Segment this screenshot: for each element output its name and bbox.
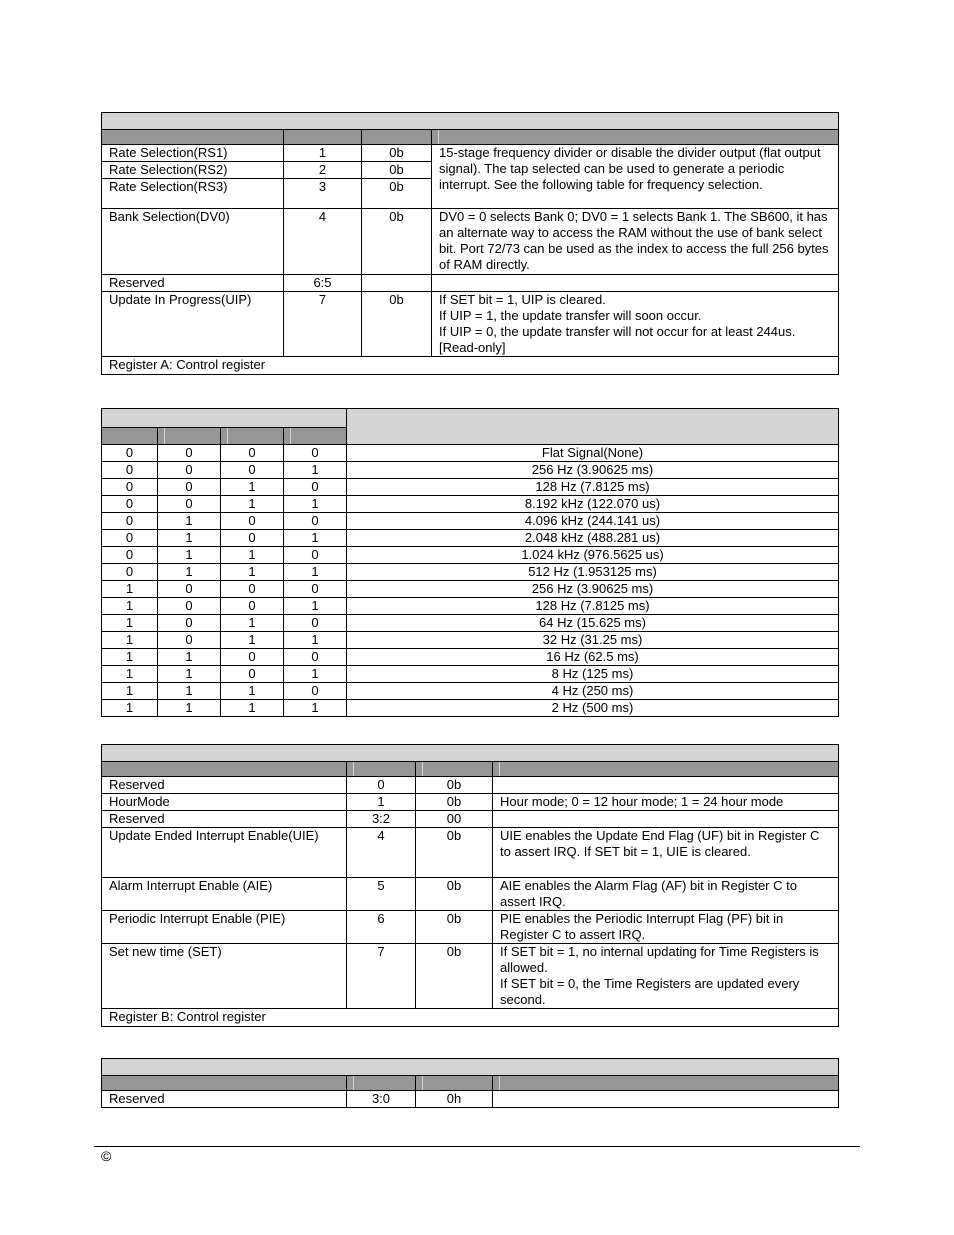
rate-bit-value: 0 — [102, 496, 158, 513]
field-description: If SET bit = 1, UIP is cleared. If UIP = 1, the update transfer will soon occur. If UIP = 0, the update transfer will not occur for at least 244us. [Read-only] — [432, 292, 839, 357]
default-value: 0b — [416, 794, 493, 811]
rate-bit-value: 0 — [221, 530, 284, 547]
footer-rule — [94, 1146, 860, 1147]
rate-bit-value: 0 — [221, 598, 284, 615]
field-description — [493, 811, 839, 828]
bit-range: 1 — [284, 145, 362, 162]
rate-value: 2.048 kHz (488.281 us) — [347, 530, 839, 547]
rate-bit-value: 1 — [158, 649, 221, 666]
rate-value: 128 Hz (7.8125 ms) — [347, 598, 839, 615]
bit-range: 0 — [347, 777, 416, 794]
field-name: HourMode — [102, 794, 347, 811]
field-name: Reserved — [102, 811, 347, 828]
rate-bit-value: 1 — [102, 615, 158, 632]
rate-value: 8 Hz (125 ms) — [347, 666, 839, 683]
rate-column-header — [347, 409, 839, 445]
rate-bit-value: 0 — [284, 445, 347, 462]
header-cell — [102, 130, 284, 145]
field-description: If SET bit = 1, no internal updating for Time Registers is allowed. If SET bit = 0, the Time Registers are updated every second. — [493, 944, 839, 1009]
rate-row — [102, 513, 839, 530]
field-description: DV0 = 0 selects Bank 0; DV0 = 1 selects Bank 1. The SB600, it has an alternate way to access the RAM without the use of bank select bit. Port 72/73 can be used as the index to access the full 256 bytes of RAM directly. — [432, 209, 839, 275]
rate-bit-value: 0 — [102, 547, 158, 564]
default-value: 0b — [362, 162, 432, 179]
rate-bit-value: 0 — [102, 513, 158, 530]
rate-bit-value: 0 — [221, 581, 284, 598]
rate-value: 1.024 kHz (976.5625 us) — [347, 547, 839, 564]
register-c-table — [101, 1058, 839, 1108]
rate-row — [102, 564, 839, 581]
field-name: Reserved — [102, 275, 284, 292]
field-name: Rate Selection(RS3) — [102, 179, 284, 209]
field-name: Rate Selection(RS2) — [102, 162, 284, 179]
bit-range: 7 — [347, 944, 416, 1009]
header-cell — [102, 428, 158, 445]
rate-bit-value: 1 — [221, 547, 284, 564]
rate-bit-value: 0 — [221, 513, 284, 530]
rate-bit-value: 0 — [102, 479, 158, 496]
bit-range: 7 — [284, 292, 362, 357]
bit-range: 1 — [347, 794, 416, 811]
rate-bit-value: 1 — [284, 666, 347, 683]
rate-value: 8.192 kHz (122.070 us) — [347, 496, 839, 513]
rate-bit-value: 1 — [158, 683, 221, 700]
default-value: 0b — [362, 209, 432, 275]
register-c-title-band — [102, 1059, 839, 1076]
rate-bit-value: 1 — [221, 496, 284, 513]
rate-bit-value: 0 — [221, 462, 284, 479]
rate-bit-value: 0 — [221, 649, 284, 666]
rate-bit-value: 1 — [284, 496, 347, 513]
rate-bit-value: 1 — [102, 649, 158, 666]
header-cell — [102, 1076, 347, 1091]
rate-row — [102, 598, 839, 615]
rate-value: 4.096 kHz (244.141 us) — [347, 513, 839, 530]
rate-bit-value: 1 — [158, 700, 221, 717]
rate-value: 256 Hz (3.90625 ms) — [347, 581, 839, 598]
table-caption: Register A: Control register — [102, 357, 839, 375]
bit-range: 3:2 — [347, 811, 416, 828]
field-name: Rate Selection(RS1) — [102, 145, 284, 162]
rate-row — [102, 530, 839, 547]
copyright-mark: © — [101, 1148, 112, 1164]
header-cell — [284, 130, 362, 145]
rate-bit-value: 0 — [221, 445, 284, 462]
field-name: Alarm Interrupt Enable (AIE) — [102, 878, 347, 911]
rate-bit-value: 0 — [102, 462, 158, 479]
rate-bit-value: 1 — [102, 581, 158, 598]
rate-bit-value: 0 — [102, 564, 158, 581]
field-name: Reserved — [102, 1091, 347, 1108]
default-value: 0b — [416, 911, 493, 944]
rate-bit-value: 1 — [284, 462, 347, 479]
rate-bit-value: 1 — [102, 666, 158, 683]
header-cell — [362, 130, 432, 145]
rate-selection-table — [101, 408, 839, 717]
header-cell — [347, 1076, 416, 1091]
field-name: Update In Progress(UIP) — [102, 292, 284, 357]
rate-bit-value: 0 — [158, 632, 221, 649]
bit-range: 6 — [347, 911, 416, 944]
rate-bit-value: 0 — [158, 615, 221, 632]
header-cell — [221, 428, 284, 445]
default-value: 0b — [362, 179, 432, 209]
bit-range: 3 — [284, 179, 362, 209]
header-cell — [158, 428, 221, 445]
field-name: Reserved — [102, 777, 347, 794]
header-cell — [347, 762, 416, 777]
field-description — [493, 1091, 839, 1108]
rate-value: 4 Hz (250 ms) — [347, 683, 839, 700]
rate-value: 64 Hz (15.625 ms) — [347, 615, 839, 632]
rate-row — [102, 581, 839, 598]
rate-value: 512 Hz (1.953125 ms) — [347, 564, 839, 581]
rate-bit-value: 1 — [284, 700, 347, 717]
rate-bit-value: 0 — [158, 581, 221, 598]
rate-bit-value: 1 — [158, 530, 221, 547]
register-a-title-band — [102, 113, 839, 130]
default-value: 0b — [416, 777, 493, 794]
rate-value: 2 Hz (500 ms) — [347, 700, 839, 717]
rate-bit-value: 0 — [158, 462, 221, 479]
rate-value: 256 Hz (3.90625 ms) — [347, 462, 839, 479]
rate-bit-value: 1 — [221, 479, 284, 496]
rate-bit-value: 0 — [158, 496, 221, 513]
rate-bit-value: 1 — [102, 598, 158, 615]
field-description: Hour mode; 0 = 12 hour mode; 1 = 24 hour mode — [493, 794, 839, 811]
rate-row — [102, 700, 839, 717]
rate-table-body — [102, 445, 839, 717]
rate-bit-value: 0 — [284, 649, 347, 666]
rate-row — [102, 496, 839, 513]
default-value: 0h — [416, 1091, 493, 1108]
default-value: 0b — [362, 292, 432, 357]
rate-bit-value: 0 — [284, 683, 347, 700]
field-description: PIE enables the Periodic Interrupt Flag (PF) bit in Register C to assert IRQ. — [493, 911, 839, 944]
header-cell — [493, 762, 839, 777]
bit-range: 3:0 — [347, 1091, 416, 1108]
rate-bit-value: 0 — [102, 445, 158, 462]
rate-value: 128 Hz (7.8125 ms) — [347, 479, 839, 496]
field-name: Periodic Interrupt Enable (PIE) — [102, 911, 347, 944]
rate-value: Flat Signal(None) — [347, 445, 839, 462]
rate-row — [102, 666, 839, 683]
rate-bit-value: 0 — [221, 666, 284, 683]
field-description: UIE enables the Update End Flag (UF) bit in Register C to assert IRQ. If SET bit = 1, UIE is cleared. — [493, 828, 839, 878]
table-caption: Register B: Control register — [102, 1009, 839, 1027]
rate-bit-value: 1 — [221, 632, 284, 649]
rate-bit-value: 0 — [158, 479, 221, 496]
rate-bit-value: 1 — [221, 700, 284, 717]
rate-bit-value: 0 — [284, 547, 347, 564]
bit-range: 6:5 — [284, 275, 362, 292]
rate-value: 16 Hz (62.5 ms) — [347, 649, 839, 666]
header-cell — [432, 130, 839, 145]
rate-bit-value: 1 — [284, 598, 347, 615]
rate-bit-value: 0 — [284, 479, 347, 496]
rate-bit-value: 0 — [284, 581, 347, 598]
register-b-title-band — [102, 745, 839, 762]
rate-bit-value: 0 — [284, 513, 347, 530]
register-b-table — [101, 744, 839, 1027]
rate-bit-value: 0 — [284, 615, 347, 632]
rate-row — [102, 479, 839, 496]
rate-bit-value: 0 — [158, 598, 221, 615]
header-cell — [416, 762, 493, 777]
rate-value: 32 Hz (31.25 ms) — [347, 632, 839, 649]
rate-row — [102, 462, 839, 479]
rate-bit-value: 1 — [284, 632, 347, 649]
bit-range: 4 — [284, 209, 362, 275]
rate-bit-value: 1 — [102, 700, 158, 717]
default-value — [362, 275, 432, 292]
rate-bit-value: 1 — [102, 632, 158, 649]
default-value: 00 — [416, 811, 493, 828]
field-description: AIE enables the Alarm Flag (AF) bit in Register C to assert IRQ. — [493, 878, 839, 911]
field-name: Update Ended Interrupt Enable(UIE) — [102, 828, 347, 878]
default-value: 0b — [416, 944, 493, 1009]
header-cell — [416, 1076, 493, 1091]
field-name: Set new time (SET) — [102, 944, 347, 1009]
rate-table-title-band — [102, 409, 347, 428]
rate-bit-value: 1 — [221, 564, 284, 581]
rate-bit-value: 1 — [221, 683, 284, 700]
rate-row — [102, 615, 839, 632]
default-value: 0b — [416, 878, 493, 911]
field-description — [432, 275, 839, 292]
bit-range: 5 — [347, 878, 416, 911]
rate-bit-value: 0 — [102, 530, 158, 547]
rate-row — [102, 445, 839, 462]
bit-range: 2 — [284, 162, 362, 179]
rate-bit-value: 1 — [284, 530, 347, 547]
default-value: 0b — [362, 145, 432, 162]
register-a-table — [101, 112, 839, 375]
rate-bit-value: 1 — [158, 513, 221, 530]
rate-bit-value: 1 — [158, 547, 221, 564]
rate-row — [102, 547, 839, 564]
rate-row — [102, 683, 839, 700]
default-value: 0b — [416, 828, 493, 878]
rate-bit-value: 0 — [158, 445, 221, 462]
bit-range: 4 — [347, 828, 416, 878]
rate-bit-value: 1 — [158, 564, 221, 581]
header-cell — [102, 762, 347, 777]
rate-bit-value: 1 — [158, 666, 221, 683]
rate-bit-value: 1 — [102, 683, 158, 700]
header-cell — [284, 428, 347, 445]
rate-bit-value: 1 — [221, 615, 284, 632]
rate-selection-description: 15-stage frequency divider or disable the divider output (flat output signal). The tap selected can be used to generate a periodic interrupt. See the following table for frequency selection. — [432, 145, 839, 209]
rate-bit-value: 1 — [284, 564, 347, 581]
rate-row — [102, 632, 839, 649]
field-name: Bank Selection(DV0) — [102, 209, 284, 275]
field-description — [493, 777, 839, 794]
rate-row — [102, 649, 839, 666]
header-cell — [493, 1076, 839, 1091]
